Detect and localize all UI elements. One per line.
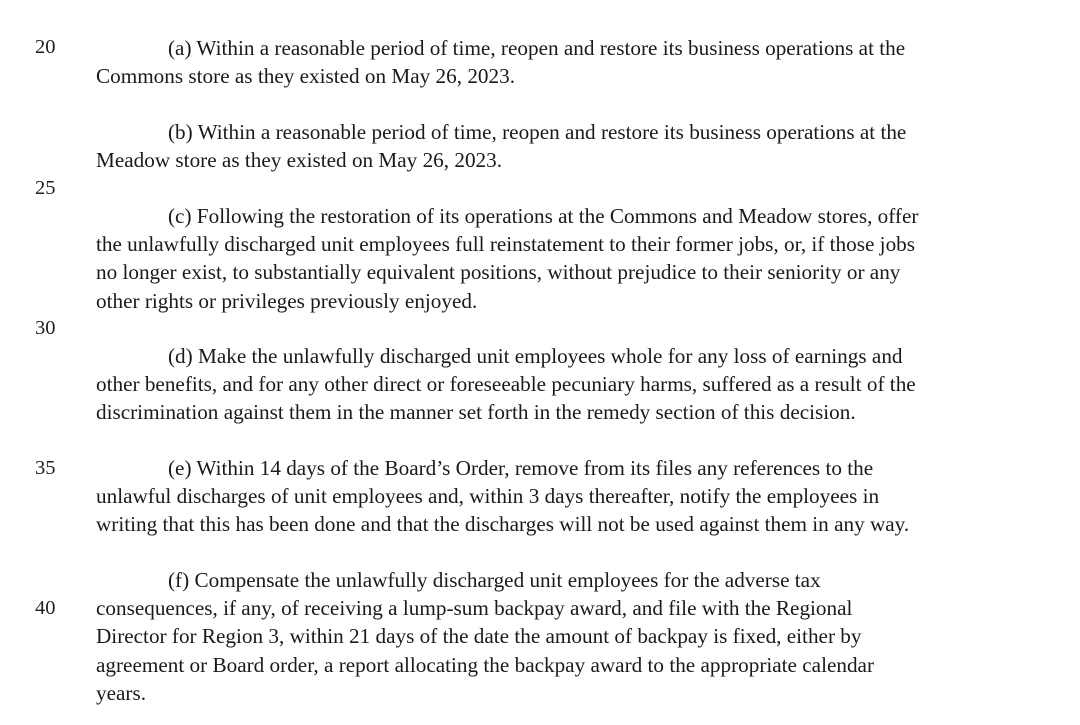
paragraph-line: the unlawfully discharged unit employees full reinstatement to their former jobs, or, if those jobs [96, 232, 915, 257]
paragraph-line: agreement or Board order, a report allocating the backpay award to the appropriate calendar [96, 652, 875, 677]
order-paragraph-b [96, 118, 1044, 174]
paragraph-line: consequences, if any, of receiving a lump-sum backpay award, and file with the Regional [96, 596, 853, 621]
line-number-35: 35 [35, 457, 56, 479]
paragraph-line: (b) Within a reasonable period of time, reopen and restore its business operations at the [168, 120, 907, 144]
paragraph-line: writing that this has been done and that the discharges will not be used against them in any way. [96, 512, 910, 537]
paragraph-line: (f) Compensate the unlawfully discharged unit employees for the adverse tax [168, 568, 821, 592]
paragraph-line: (a) Within a reasonable period of time, reopen and restore its business operations at the [168, 36, 906, 60]
order-paragraph-e [96, 454, 1044, 539]
order-paragraph-f [96, 566, 1044, 707]
paragraph-line: discrimination against them in the manner set forth in the remedy section of this decision. [96, 400, 856, 425]
order-paragraph-c [96, 202, 1044, 315]
line-number-20: 20 [35, 36, 56, 58]
paragraph-line: (c) Following the restoration of its operations at the Commons and Meadow stores, offer [168, 204, 919, 228]
paragraph-line: unlawful discharges of unit employees and, within 3 days thereafter, notify the employees in [96, 484, 880, 509]
line-number-25: 25 [35, 177, 56, 199]
paragraph-line: years. [96, 680, 146, 705]
paragraph-line: no longer exist, to substantially equivalent positions, without prejudice to their seniority or any [96, 260, 901, 285]
paragraph-line: (d) Make the unlawfully discharged unit employees whole for any loss of earnings and [168, 344, 903, 368]
paragraph-line: Director for Region 3, within 21 days of the date the amount of backpay is fixed, either by [96, 624, 862, 649]
paragraph-line: Meadow store as they existed on May 26, 2023. [96, 148, 503, 173]
line-number-40: 40 [35, 597, 56, 619]
paragraph-line: Commons store as they existed on May 26, 2023. [96, 64, 516, 89]
paragraph-line: other rights or privileges previously enjoyed. [96, 288, 478, 313]
order-paragraph-a [96, 34, 1044, 90]
order-paragraph-d [96, 342, 1044, 427]
line-number-30: 30 [35, 317, 56, 339]
paragraph-line: other benefits, and for any other direct or foreseeable pecuniary harms, suffered as a result of the [96, 372, 916, 397]
paragraph-line: (e) Within 14 days of the Board’s Order, remove from its files any references to the [168, 456, 874, 480]
